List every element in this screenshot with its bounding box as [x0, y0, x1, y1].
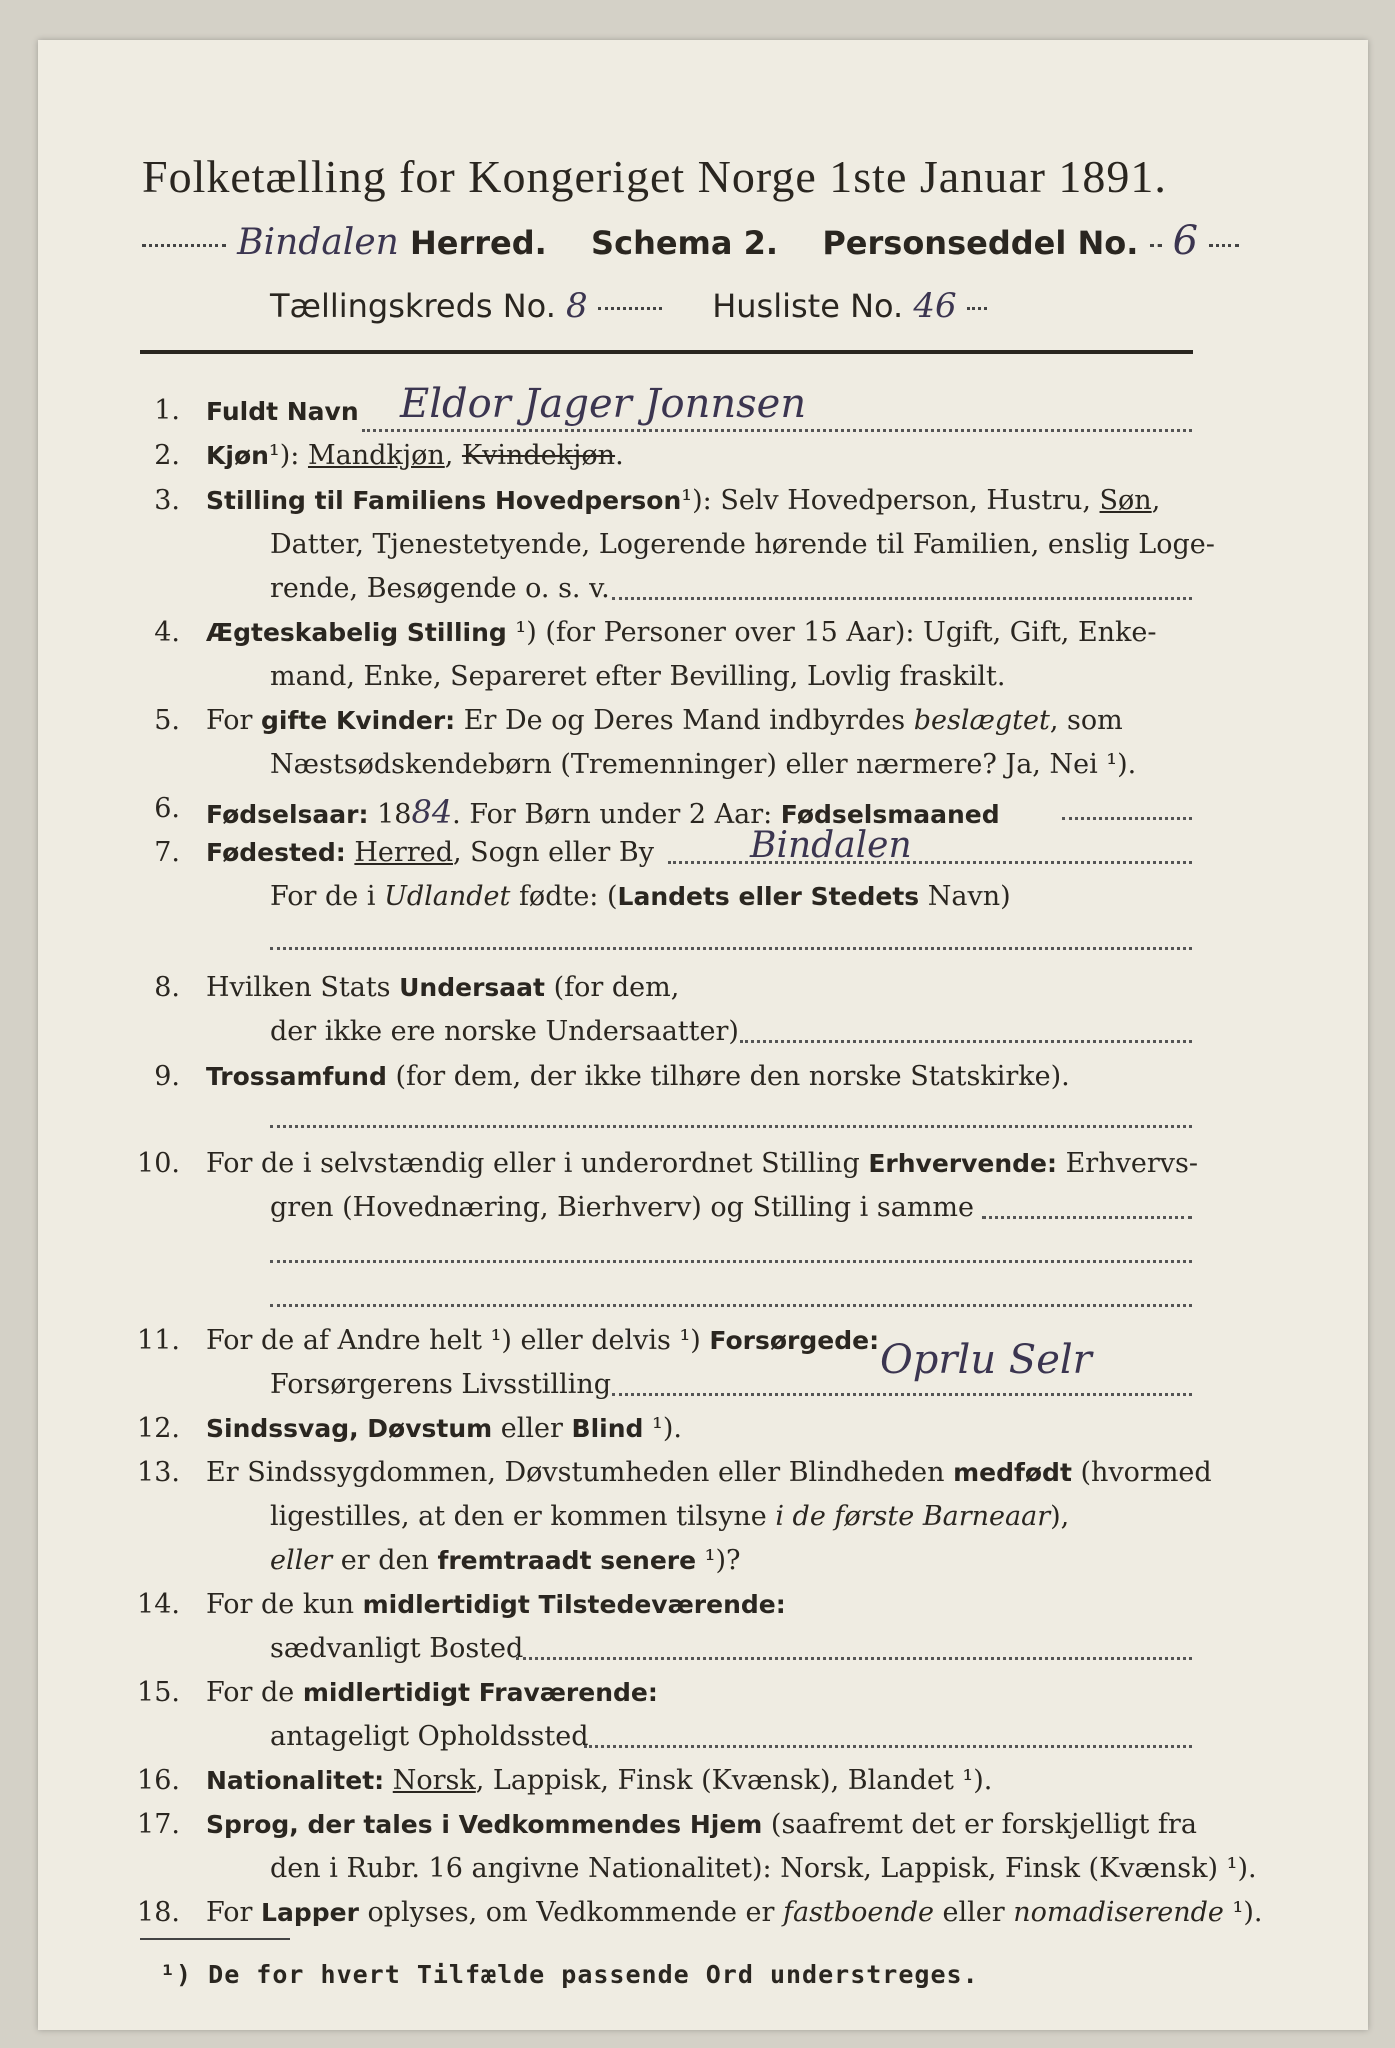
option-herred: Herred [354, 837, 453, 868]
item-number: 16. [137, 1765, 180, 1796]
form-title: Folketælling for Kongeriget Norge 1ste Januar 1891. [142, 151, 1167, 202]
item-label: Fødselsaar: [206, 800, 369, 829]
line-text: For de i selvstændig eller i underordnet Stilling [206, 1148, 869, 1179]
superscript: ¹): [268, 440, 300, 471]
line-text: ¹): Selv Hovedperson, Hustru, [681, 485, 1100, 516]
husliste-label: Husliste No. [712, 287, 904, 325]
item-label: Undersaat [399, 973, 545, 1002]
item-label: Stilling til Familiens Hovedperson [206, 486, 682, 515]
personseddel-label: Personseddel No. [822, 224, 1139, 262]
header-line-3 [270, 286, 987, 326]
kreds-label: Tællingskreds No. [270, 287, 556, 325]
separator: , [444, 440, 454, 471]
item-number: 7. [154, 837, 180, 868]
supporter-value: Oprlu Selr [880, 1337, 1092, 1383]
line-text: For de i [270, 881, 385, 912]
item-label: fremtraadt senere [437, 1546, 697, 1575]
line-text: . For Børn under 2 Aar: [452, 799, 781, 830]
line-text: Erhvervs- [1057, 1148, 1198, 1179]
line-text: Er De og Deres Mand indbyrdes [455, 705, 914, 736]
italic-text: Udlandet [384, 881, 511, 912]
italic-text: eller [270, 1545, 333, 1576]
line-text: er den [332, 1545, 438, 1576]
line-text: eller [933, 1897, 1014, 1928]
item-label: Forsørgede: [709, 1326, 880, 1355]
line-text: For [206, 705, 262, 736]
line-text: For [206, 1897, 262, 1928]
line-text: fødte: ( [510, 881, 618, 912]
line-text: 18 [368, 799, 412, 830]
item-number: 13. [137, 1457, 180, 1488]
line-text: ), [1050, 1501, 1070, 1532]
line-text: For de [206, 1677, 303, 1708]
line-text: den i Rubr. 16 angivne Nationalitet): Norsk, Lappisk, Finsk (Kvænsk) ¹). [270, 1853, 1257, 1884]
item-number: 15. [137, 1677, 180, 1708]
line-text: (for dem, [544, 972, 680, 1003]
line-text: Navn) [919, 881, 1011, 912]
option-son: Søn [1099, 485, 1152, 516]
line-text: gren (Hovednæring, Bierhverv) og Stilling i samme [270, 1192, 975, 1223]
item-label: Landets eller Stedets [617, 882, 920, 911]
line-text: ¹). [1223, 1897, 1263, 1928]
line-text: Forsørgerens Livsstilling [270, 1369, 612, 1400]
item-number: 17. [137, 1809, 180, 1840]
line-text: antageligt Opholdssted [270, 1721, 589, 1752]
item-number: 10. [137, 1148, 180, 1179]
birth-year-value: 84 [411, 793, 453, 831]
item-number: 6. [154, 793, 180, 824]
item-label: Lapper [261, 1898, 359, 1927]
schema-label: Schema 2. [591, 224, 779, 262]
herred-label: Herred. [409, 224, 547, 262]
line-text: der ikke ere norske Undersaatter) [270, 1016, 739, 1047]
line-text: rende, Besøgende o. s. v. [270, 573, 610, 604]
end-mark: . [615, 440, 624, 471]
option-kvindekjon: Kvindekjøn [461, 440, 616, 471]
personseddel-value: 6 [1172, 218, 1199, 264]
line-text: oplyses, om Vedkommende er [358, 1897, 783, 1928]
item-label: Fuldt Navn [206, 397, 359, 426]
item-label: Blind [571, 1414, 644, 1443]
item-label: Fødselsmaaned [780, 800, 1000, 829]
line-text: For de af Andre helt ¹) eller delvis ¹) [206, 1325, 710, 1356]
item-label: Sindssvag, Døvstum [206, 1414, 493, 1443]
item-number: 1. [154, 395, 180, 426]
item-label: midlertidigt Fraværende: [302, 1678, 658, 1707]
footnote-rule [140, 1938, 290, 1940]
separator: , [1151, 485, 1161, 516]
item-label: Kjøn [206, 441, 269, 470]
line-text: ¹). [643, 1413, 682, 1444]
line-text: Næstsødskendebørn (Tremenninger) eller nærmere? Ja, Nei ¹). [270, 749, 1137, 780]
item-label: gifte Kvinder: [261, 706, 456, 735]
item-label: Trossamfund [206, 1062, 387, 1091]
item-label: Fødested: [206, 838, 346, 867]
line-text: Er Sindssygdommen, Døvstumheden eller Blindheden [206, 1457, 954, 1488]
full-name-value: Eldor Jager Jonnsen [400, 381, 807, 427]
line-text: Hvilken Stats [206, 972, 400, 1003]
line-text: ¹) (for Personer over 15 Aar): Ugift, Gift, Enke- [506, 617, 1157, 648]
header-divider [140, 350, 1193, 354]
birthplace-value: Bindalen [750, 825, 912, 866]
item-label: midlertidigt Tilstedeværende: [362, 1590, 786, 1619]
item-number: 18. [137, 1897, 180, 1928]
italic-text: i de første Barneaar [775, 1501, 1051, 1532]
line-text: , Sogn eller By [452, 837, 654, 868]
item-number: 5. [154, 705, 180, 736]
italic-text: fastboende [783, 1897, 934, 1928]
herred-value: Bindalen [237, 222, 399, 263]
item-number: 3. [154, 485, 180, 516]
line-text: , Lappisk, Finsk (Kvænsk), Blandet ¹). [475, 1765, 993, 1796]
item-number: 14. [137, 1589, 180, 1620]
italic-text: beslægtet [913, 705, 1050, 736]
option-mandkjon: Mandkjøn [307, 440, 445, 471]
line-text: mand, Enke, Separeret efter Bevilling, Lovlig fraskilt. [270, 661, 1006, 692]
line-text: eller [492, 1413, 572, 1444]
item-label: Sprog, der tales i Vedkommendes Hjem [206, 1810, 763, 1839]
line-text: (saafremt det er forskjelligt fra [762, 1809, 1197, 1840]
footnote: ¹) De for hvert Tilfælde passende Ord understreges. [160, 1960, 979, 1989]
husliste-value: 46 [913, 286, 957, 326]
header-line-2 [142, 218, 1198, 264]
item-number: 2. [154, 440, 180, 471]
item-label: Ægteskabelig Stilling [206, 618, 507, 647]
italic-text: nomadiserende [1013, 1897, 1224, 1928]
option-norsk: Norsk [392, 1765, 476, 1796]
item-label: medfødt [953, 1458, 1072, 1487]
item-label: Erhvervende: [868, 1149, 1058, 1178]
line-text: ¹)? [696, 1545, 741, 1576]
item-label: Nationalitet: [206, 1766, 385, 1795]
item-number: 8. [154, 972, 180, 1003]
line-text: (hvormed [1071, 1457, 1212, 1488]
line-text: Datter, Tjenestetyende, Logerende hørende til Familien, enslig Loge- [270, 529, 1215, 560]
line-text: For de kun [206, 1589, 363, 1620]
line-text: , som [1049, 705, 1123, 736]
line-text: ligestilles, at den er kommen tilsyne [270, 1501, 776, 1532]
item-number: 12. [137, 1413, 180, 1444]
item-number: 11. [137, 1325, 180, 1356]
line-text: (for dem, der ikke tilhøre den norske Statskirke). [386, 1061, 1070, 1092]
line-text: sædvanligt Bosted [270, 1633, 524, 1664]
item-number: 9. [154, 1061, 180, 1092]
item-number: 4. [154, 617, 180, 648]
kreds-value: 8 [566, 286, 588, 326]
